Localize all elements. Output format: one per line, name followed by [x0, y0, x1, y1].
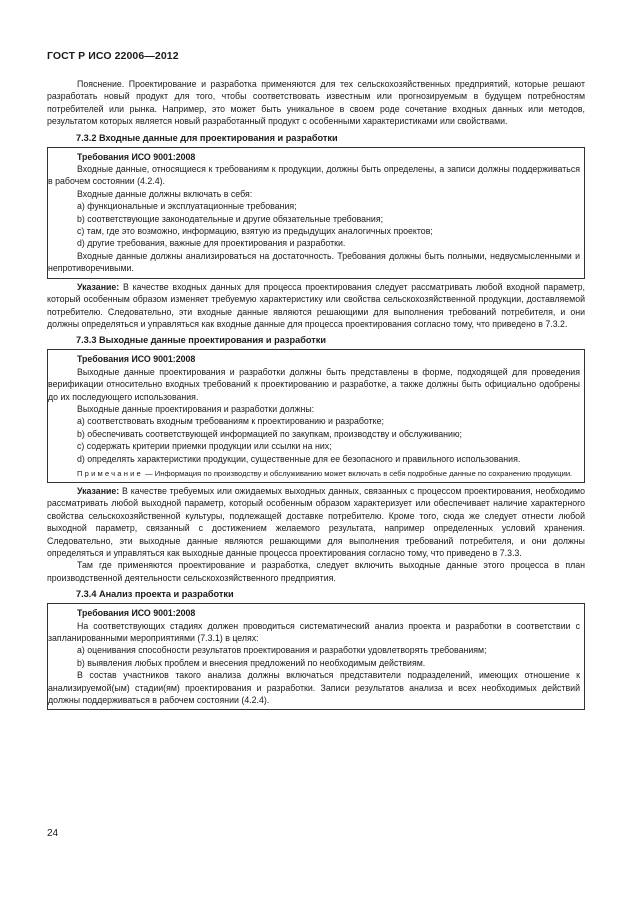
guidance-label: Указание:	[77, 281, 120, 292]
requirements-paragraph: Выходные данные проектирования и разработки должны быть представлены в форме, подходящей для проведения верификации относительно входных требований к проектированию и разработке, а также должны быть официально одобрены до их последующего использования.	[48, 366, 580, 402]
section-7-3-4-heading: 7.3.4 Анализ проекта и разработки	[76, 589, 234, 600]
requirements-paragraph: Входные данные должны включать в себя:	[77, 188, 253, 199]
guidance-text: В качестве входных данных для процесса проектирования следует рассматривать любой входной параметр, который особенным образом изменяет требуемую характеристику или свойства сельскохозяйственной продукции, доставляемой потребителю. Следовательно, эти входные данные являются решающими для выполнения требований потребителя, и они должны определяться и управляться как входные данные для процесса проектирования согласно тому, что приведено в 7.3.2.	[47, 281, 585, 329]
list-item: c) содержать критерии приемки продукции или ссылки на них;	[77, 441, 332, 452]
list-item: b) соответствующие законодательные и другие обязательные требования;	[77, 213, 384, 224]
list-item: b) обеспечивать соответствующей информацией по закупкам, производству и обслуживанию;	[77, 428, 462, 439]
guidance-text: В качестве требуемых или ожидаемых выходных данных, связанных с процессом проектирования, необходимо рассматривать любой выходной параметр, который особенным образом характеризует или обеспечивает наличие характерного свойства сельскохозяйственной культуры, подлежащей доставке потребителю. Кроме того, сюда же следует отнести любой выходной параметр, связанный с достижением желаемого результата, например определенных условий хранения. Следовательно, эти выходные данные являются решающими для выполнения требований потребителя, и они должны определяться и управляться как выходные данные процесса проектирования согласно тому, что приведено в 7.3.3.	[47, 485, 585, 558]
list-item: a) соответствовать входным требованиям к проектированию и разработке;	[77, 416, 384, 427]
section-7-3-3-requirements-box	[47, 349, 585, 483]
requirements-label: Требования ИСО 9001:2008	[77, 151, 196, 162]
list-item: d) определять характеристики продукции, существенные для ее безопасного и правильного использования.	[77, 453, 521, 464]
requirements-label: Требования ИСО 9001:2008	[77, 608, 196, 619]
section-7-3-3-heading: 7.3.3 Выходные данные проектирования и разработки	[76, 335, 327, 346]
section-7-3-2-heading: 7.3.2 Входные данные для проектирования и разработки	[76, 132, 338, 143]
requirements-label: Требования ИСО 9001:2008	[77, 354, 196, 365]
note-text: — Информация по производству и обслуживанию может включать в себя подробные данные по сохранению продукции.	[142, 468, 573, 478]
requirements-paragraph: На соответствующих стадиях должен проводиться систематический анализ проекта и разработки в соответствии с запланированными мероприятиями (7.3.1) в целях:	[48, 620, 580, 644]
note-paragraph	[48, 468, 580, 479]
guidance-paragraph	[47, 281, 585, 331]
list-item: b) выявления любых проблем и внесения предложений по необходимым действиям.	[77, 657, 426, 668]
list-item: a) функциональные и эксплуатационные требования;	[77, 201, 297, 212]
page-number: 24	[47, 828, 59, 839]
list-item: c) там, где это возможно, информацию, взятую из предыдущих аналогичных проектов;	[77, 226, 433, 237]
body-paragraph: Там где применяются проектирование и разработка, следует включить выходные данные этого процесса в план производственной деятельности сельскохозяйственного предприятия.	[47, 560, 585, 583]
requirements-paragraph: Входные данные должны анализироваться на достаточность. Требования должны быть полными, недвусмысленными и непротиворечивыми.	[48, 250, 580, 274]
section-7-3-2-requirements-box	[47, 147, 585, 279]
requirements-paragraph: В состав участников такого анализа должны включаться представители подразделений, имеющих отношение к анализируемой(ым) стадии(ям) проектирования и разработки. Записи результатов анализа и всех необходимых действий должны поддерживаться в рабочем состоянии (4.2.4).	[48, 670, 580, 706]
requirements-paragraph: Входные данные, относящиеся к требованиям к продукции, должны быть определены, а записи должны поддерживаться в рабочем состоянии (4.2.4).	[48, 164, 580, 187]
list-item: d) другие требования, важные для проектирования и разработки.	[77, 238, 346, 249]
guidance-paragraph	[47, 485, 585, 559]
guidance-label: Указание:	[77, 485, 120, 496]
list-item: a) оценивания способности результатов проектирования и разработки удовлетворять требованиям;	[77, 645, 487, 656]
intro-paragraph: Пояснение. Проектирование и разработка применяются для тех сельскохозяйственных предприятий, которые решают разработать новый продукт для того, чтобы соответствовать известным или прогнозируемым в будущем потребностям потребителей или рынка. Например, это может быть уникальное в своем роде сочетание входных данных или методов, результатом которых является новый разработанный продукт с особенными характеристиками или свойствами.	[47, 79, 585, 127]
requirements-paragraph: Выходные данные проектирования и разработки должны:	[77, 403, 315, 414]
document-header: ГОСТ Р ИСО 22006—2012	[47, 50, 179, 62]
note-label: Примечание	[77, 468, 143, 478]
section-7-3-4-requirements-box	[47, 603, 585, 710]
page-content	[47, 78, 585, 712]
